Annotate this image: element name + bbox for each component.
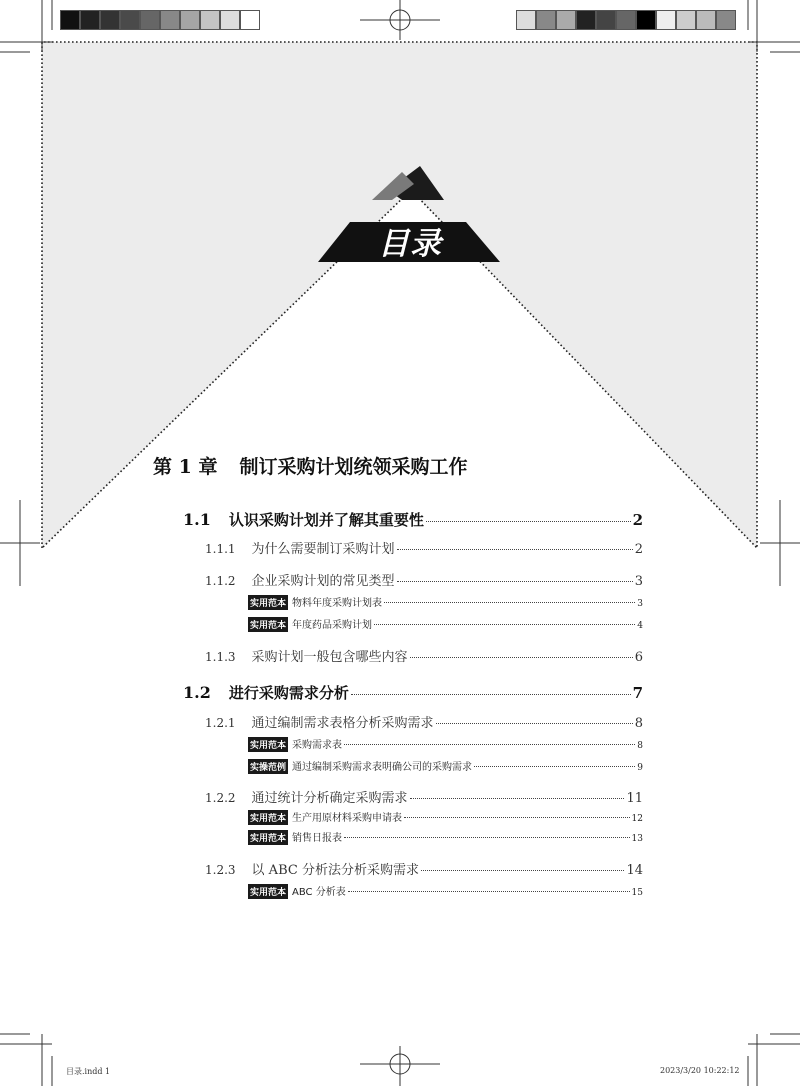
toc-example-entry[interactable]: [248, 809, 643, 825]
toc-section-entry[interactable]: [183, 682, 643, 703]
example-title: 物料年度采购计划表: [292, 598, 383, 609]
example-badge: 实操范例: [248, 759, 288, 774]
dot-leader: [344, 837, 630, 838]
subsection-number: 1.2.1: [205, 716, 236, 730]
color-bar-left-swatch: [140, 10, 160, 30]
dot-leader: [351, 694, 631, 695]
toc-title: 目录: [378, 226, 442, 262]
dot-leader: [344, 744, 635, 745]
chapter-title: 制订采购计划统领采购工作: [239, 456, 468, 478]
dot-leader: [410, 798, 625, 799]
page-number: 8: [637, 741, 643, 751]
toc-subsection-entry[interactable]: [205, 646, 643, 665]
footer-timestamp: 2023/3/20 10:22:12: [660, 1066, 740, 1075]
dot-leader: [397, 581, 633, 582]
color-bar-right-swatch: [696, 10, 716, 30]
chapter-number: 第 1 章: [153, 456, 218, 478]
color-bar-right-swatch: [556, 10, 576, 30]
page-number: 8: [634, 716, 643, 731]
color-bar-right-swatch: [516, 10, 536, 30]
subsection-number: 1.1.1: [205, 542, 236, 556]
toc-subsection-entry[interactable]: [205, 859, 643, 878]
page-number: 4: [637, 621, 643, 631]
section-number: 1.1: [183, 510, 211, 529]
dot-leader: [426, 521, 631, 522]
toc-subsection-entry[interactable]: [205, 787, 643, 806]
subsection-number: 1.1.2: [205, 574, 236, 588]
example-title: 年度药品采购计划: [292, 620, 373, 631]
page-number: 9: [637, 763, 643, 773]
toc-example-entry[interactable]: [248, 758, 643, 774]
example-title: 生产用原材料采购申请表: [292, 813, 403, 824]
color-bar-right-swatch: [536, 10, 556, 30]
example-badge: 实用范本: [248, 884, 288, 899]
toc-section-entry[interactable]: [183, 509, 643, 530]
section-number: 1.2: [183, 683, 211, 702]
color-bar-right: [516, 10, 736, 30]
dot-leader: [397, 549, 633, 550]
subsection-title: 企业采购计划的常见类型: [251, 574, 395, 589]
example-badge: 实用范本: [248, 595, 288, 610]
example-title: 通过编制采购需求表明确公司的采购需求: [292, 762, 473, 773]
page-number: 2: [632, 511, 643, 529]
example-badge: 实用范本: [248, 830, 288, 845]
subsection-number: 1.2.2: [205, 791, 236, 805]
page-number: 3: [634, 574, 643, 589]
section-title: 认识采购计划并了解其重要性: [228, 511, 424, 529]
page-number: 7: [632, 684, 643, 702]
color-bar-right-swatch: [656, 10, 676, 30]
toc-subsection-entry[interactable]: [205, 570, 643, 589]
dot-leader: [474, 766, 635, 767]
color-bar-right-swatch: [616, 10, 636, 30]
footer-filename: 目录.indd 1: [66, 1067, 111, 1076]
example-title: 采购需求表: [292, 740, 343, 751]
example-title: ABC 分析表: [292, 887, 346, 898]
toc-example-entry[interactable]: [248, 883, 643, 899]
page-number: 2: [634, 542, 643, 557]
color-bar-left: [60, 10, 260, 30]
subsection-title: 采购计划一般包含哪些内容: [251, 650, 408, 665]
subsection-title: 以 ABC 分析法分析采购需求: [251, 863, 419, 878]
page-number: 6: [634, 650, 643, 665]
page-number: 11: [626, 791, 643, 806]
color-bar-left-swatch: [160, 10, 180, 30]
toc-example-entry[interactable]: [248, 829, 643, 845]
color-bar-left-swatch: [200, 10, 220, 30]
subsection-number: 1.2.3: [205, 863, 236, 877]
example-badge: 实用范本: [248, 737, 288, 752]
toc-subsection-entry[interactable]: [205, 538, 643, 557]
dot-leader: [374, 624, 635, 625]
color-bar-left-swatch: [240, 10, 260, 30]
dot-leader: [436, 723, 633, 724]
toc-example-entry[interactable]: [248, 594, 643, 610]
color-bar-left-swatch: [60, 10, 80, 30]
color-bar-left-swatch: [100, 10, 120, 30]
example-badge: 实用范本: [248, 810, 288, 825]
subsection-title: 通过统计分析确定采购需求: [251, 791, 408, 806]
chapter-heading: [153, 452, 467, 479]
page-number: 15: [631, 888, 643, 898]
page-number: 12: [631, 814, 643, 824]
dot-leader: [404, 817, 630, 818]
example-title: 销售日报表: [292, 833, 343, 844]
dot-leader: [421, 870, 625, 871]
subsection-title: 通过编制需求表格分析采购需求: [251, 716, 434, 731]
color-bar-left-swatch: [220, 10, 240, 30]
color-bar-right-swatch: [636, 10, 656, 30]
toc-example-entry[interactable]: [248, 736, 643, 752]
color-bar-right-swatch: [596, 10, 616, 30]
color-bar-right-swatch: [676, 10, 696, 30]
page-number: 13: [631, 834, 643, 844]
subsection-title: 为什么需要制订采购计划: [251, 542, 395, 557]
color-bar-right-swatch: [716, 10, 736, 30]
color-bar-right-swatch: [576, 10, 596, 30]
dot-leader: [410, 657, 633, 658]
toc-example-entry[interactable]: [248, 616, 643, 632]
toc-subsection-entry[interactable]: [205, 712, 643, 731]
dot-leader: [384, 602, 635, 603]
color-bar-left-swatch: [180, 10, 200, 30]
example-badge: 实用范本: [248, 617, 288, 632]
color-bar-left-swatch: [80, 10, 100, 30]
subsection-number: 1.1.3: [205, 650, 236, 664]
page-number: 3: [637, 599, 643, 609]
color-bar-left-swatch: [120, 10, 140, 30]
section-title: 进行采购需求分析: [228, 684, 349, 702]
dot-leader: [348, 891, 630, 892]
page-number: 14: [626, 863, 643, 878]
